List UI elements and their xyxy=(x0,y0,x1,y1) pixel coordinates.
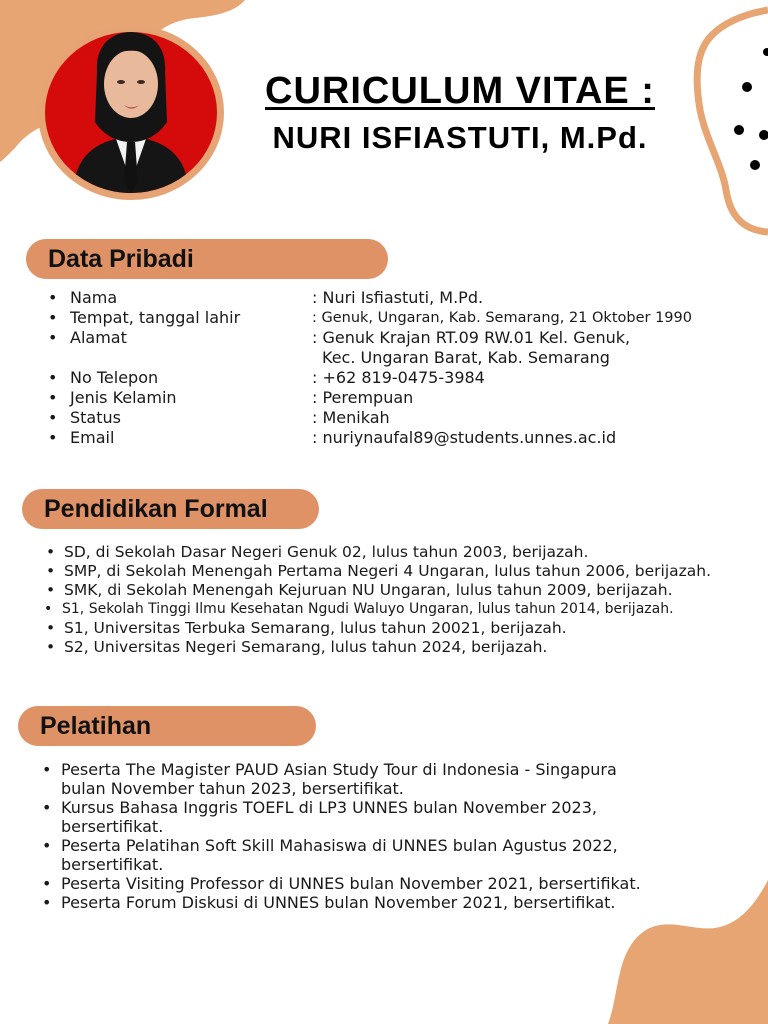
email-value[interactable]: : nuriynaufal89@students.unnes.ac.id xyxy=(312,428,617,447)
bullet-icon: • xyxy=(46,581,56,599)
list-item: • S1, Sekolah Tinggi Ilmu Kesehatan Ngudi Waluyo Ungaran, lulus tahun 2014, berijazah. xyxy=(44,601,674,617)
bullet-icon: • xyxy=(46,638,56,656)
field-label: Status xyxy=(70,408,121,427)
bullet-icon: • xyxy=(46,619,56,637)
bullet-icon: • xyxy=(48,328,58,347)
list-item: • S1, Universitas Terbuka Semarang, lulus tahun 20021, berijazah. xyxy=(46,619,567,637)
bullet-icon: • xyxy=(44,601,53,617)
field-label: Email xyxy=(70,428,115,447)
field-label: Nama xyxy=(70,288,118,307)
field-label: Alamat xyxy=(70,328,127,347)
field-value: : Perempuan xyxy=(312,388,414,407)
bullet-icon: • xyxy=(48,308,58,327)
section-header-training: Pelatihan xyxy=(18,706,316,746)
training-list xyxy=(42,760,701,912)
section-header-education: Pendidikan Formal xyxy=(22,489,319,529)
title-block xyxy=(240,68,680,156)
bullet-icon: • xyxy=(42,760,52,779)
list-item: • SD, di Sekolah Dasar Negeri Genuk 02, lulus tahun 2003, berijazah. xyxy=(46,543,589,561)
field-label: No Telepon xyxy=(70,368,159,387)
field-value: : Menikah xyxy=(312,408,390,427)
field-value: : +62 819-0475-3984 xyxy=(312,368,485,387)
bullet-icon: • xyxy=(42,893,52,912)
person-name: NURI ISFIASTUTI, M.Pd. xyxy=(272,120,648,155)
profile-photo xyxy=(45,32,217,193)
list-item: • Peserta Visiting Professor di UNNES bulan November 2021, bersertifikat. xyxy=(42,874,641,893)
bullet-icon: • xyxy=(42,798,52,817)
profile-photo-frame xyxy=(38,25,224,200)
field-value: : Nuri Isfiastuti, M.Pd. xyxy=(312,288,484,307)
top-right-outline-blob xyxy=(697,10,768,232)
list-item: • Peserta Forum Diskusi di UNNES bulan November 2021, bersertifikat. xyxy=(42,893,616,912)
list-item: • Kursus Bahasa Inggris TOEFL di LP3 UNNES bulan November 2023, bersertifikat. xyxy=(42,798,597,836)
field-label: Tempat, tanggal lahir xyxy=(70,308,241,327)
dot xyxy=(734,125,744,135)
dot xyxy=(742,82,752,92)
bullet-icon: • xyxy=(42,836,52,855)
list-item: • SMK, di Sekolah Menengah Kejuruan NU Ungaran, lulus tahun 2009, berijazah. xyxy=(46,581,673,599)
dot xyxy=(763,48,768,56)
section-header-personal: Data Pribadi xyxy=(26,239,388,279)
bullet-icon: • xyxy=(46,543,56,561)
bullet-icon: • xyxy=(48,408,58,427)
dot xyxy=(759,130,768,140)
portrait-illustration xyxy=(45,32,217,193)
field-value: : Genuk Krajan RT.09 RW.01 Kel. Genuk, xyxy=(312,328,631,347)
field-value: : Genuk, Ungaran, Kab. Semarang, 21 Oktober 1990 xyxy=(312,310,692,326)
field-value-line2: Kec. Ungaran Barat, Kab. Semarang xyxy=(322,348,610,367)
page-title: CURICULUM VITAE : xyxy=(265,70,655,112)
bullet-icon: • xyxy=(48,368,58,387)
bullet-icon: • xyxy=(42,874,52,893)
bullet-icon: • xyxy=(48,288,58,307)
field-label: Jenis Kelamin xyxy=(70,388,177,407)
list-item: • S2, Universitas Negeri Semarang, lulus tahun 2024, berijazah. xyxy=(46,638,548,656)
list-item: • Peserta Pelatihan Soft Skill Mahasiswa di UNNES bulan Agustus 2022, bersertifikat. xyxy=(42,836,618,874)
bullet-icon: • xyxy=(48,428,58,447)
education-list xyxy=(46,543,711,657)
bullet-icon: • xyxy=(48,388,58,407)
list-item: • Peserta The Magister PAUD Asian Study Tour di Indonesia - Singapura bulan November tahun 2023, bersertifikat. xyxy=(42,760,617,798)
dot xyxy=(750,160,760,170)
bullet-icon: • xyxy=(46,562,56,580)
list-item: • SMP, di Sekolah Menengah Pertama Negeri 4 Ungaran, lulus tahun 2006, berijazah. xyxy=(46,562,712,580)
